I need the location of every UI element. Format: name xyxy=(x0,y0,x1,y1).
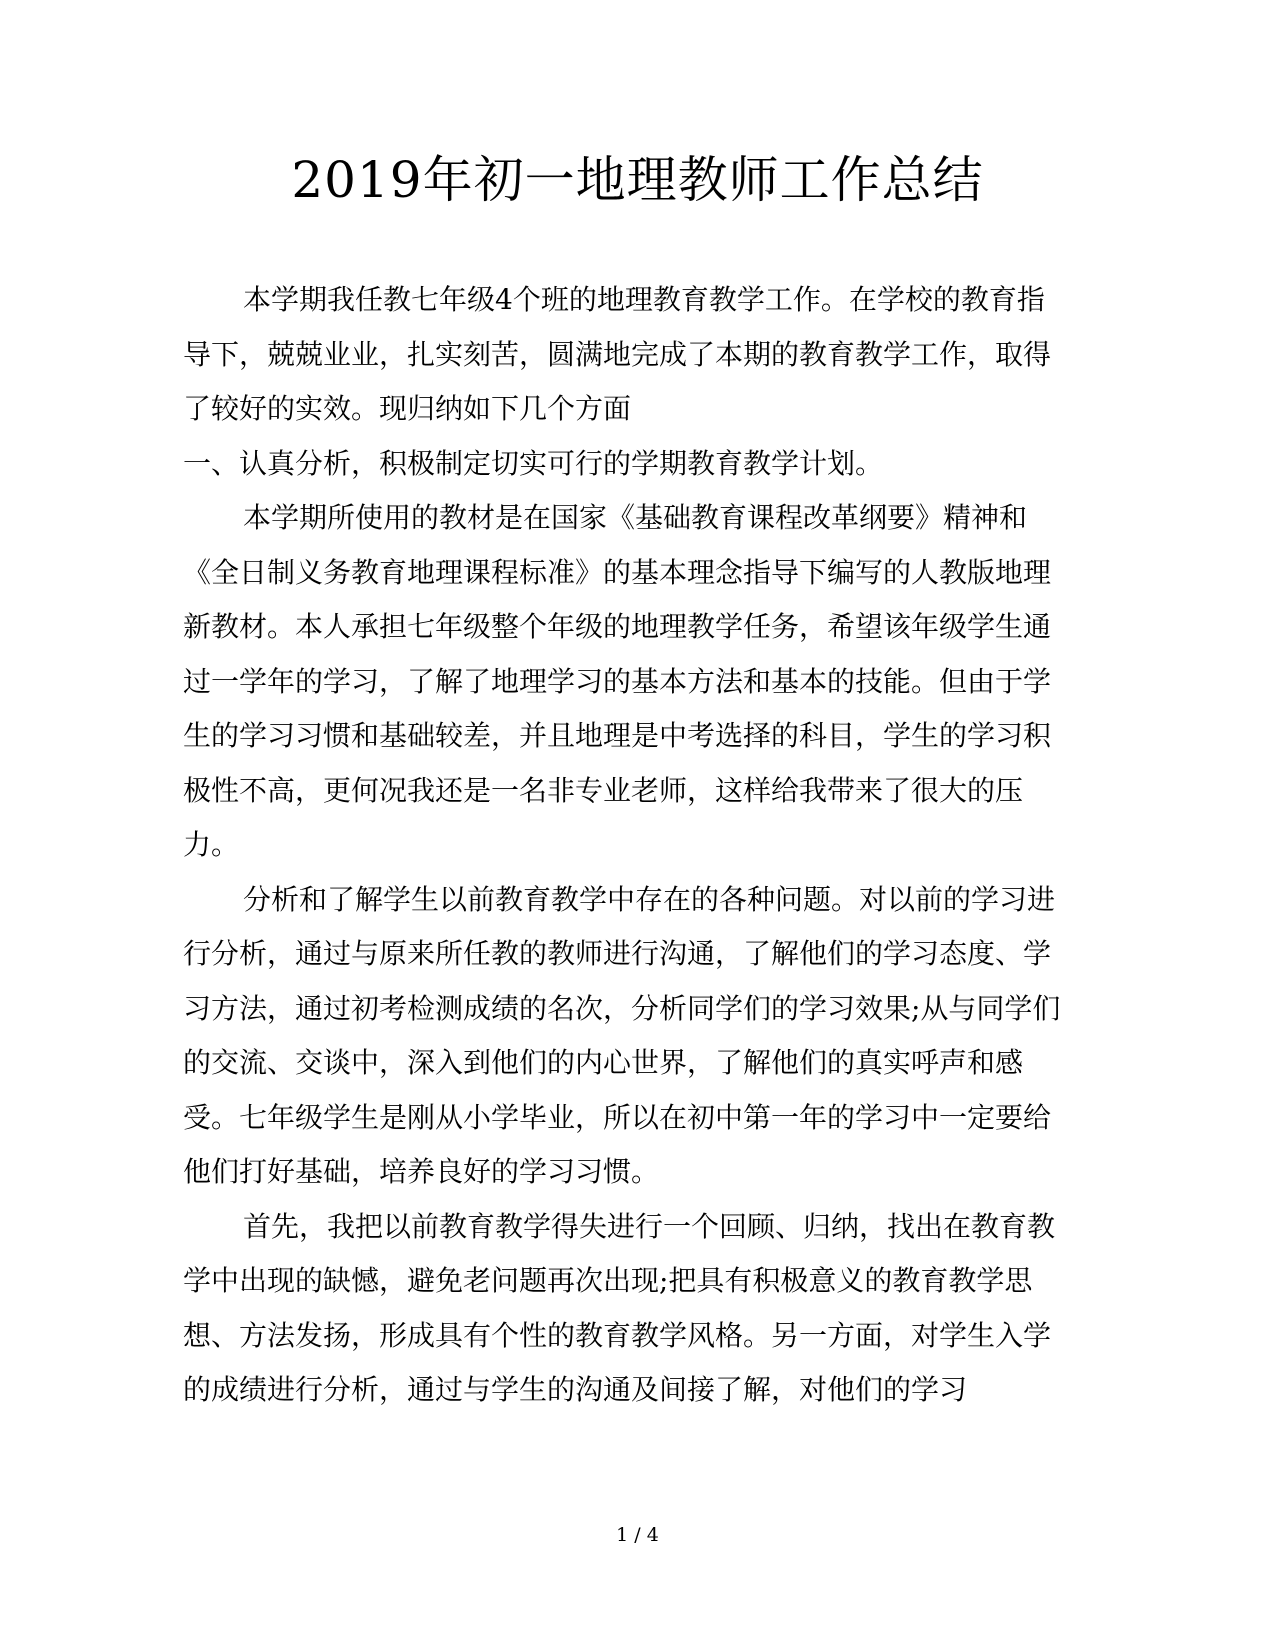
paragraph-first: 首先，我把以前教育教学得失进行一个回顾、归纳，找出在教育教学中出现的缺憾，避免老问题再次出现;把具有积极意义的教育教学思想、方法发扬，形成具有个性的教育教学风格。另一方面，对学生入学的成绩进行分析，通过与学生的沟通及间接了解，对他们的学习 xyxy=(183,1209,1056,1406)
paragraph-textbook: 本学期所使用的教材是在国家《基础教育课程改革纲要》精神和《全日制义务教育地理课程标准》的基本理念指导下编写的人教版地理新教材。本人承担七年级整个年级的地理教学任务，希望该年级学生通过一学年的学习，了解了地理学习的基本方法和基本的技能。但由于学生的学习习惯和基础较差，并且地理是中考选择的科目，学生的学习积极性不高，更何况我还是一名非专业老师，这样给我带来了很大的压力。 xyxy=(183,501,1052,861)
page-number: 1 / 4 xyxy=(616,1524,659,1546)
document-title: 2019年初一地理教师工作总结 xyxy=(291,151,984,209)
document-body xyxy=(183,273,1063,1418)
paragraph-analysis: 分析和了解学生以前教育教学中存在的各种问题。对以前的学习进行分析，通过与原来所任教的教师进行沟通，了解他们的学习态度、学习方法，通过初考检测成绩的名次，分析同学们的学习效果;从与同学们的交流、交谈中，深入到他们的内心世界，了解他们的真实呼声和感受。七年级学生是刚从小学毕业，所以在初中第一年的学习中一定要给他们打好基础，培养良好的学习习惯。 xyxy=(183,882,1061,1188)
section-heading-1: 一、认真分析，积极制定切实可行的学期教育教学计划。 xyxy=(183,446,884,480)
paragraph-intro: 本学期我任教七年级4个班的地理教育教学工作。在学校的教育指导下，兢兢业业，扎实刻苦，圆满地完成了本期的教育教学工作，取得了较好的实效。现归纳如下几个方面 xyxy=(183,283,1052,425)
